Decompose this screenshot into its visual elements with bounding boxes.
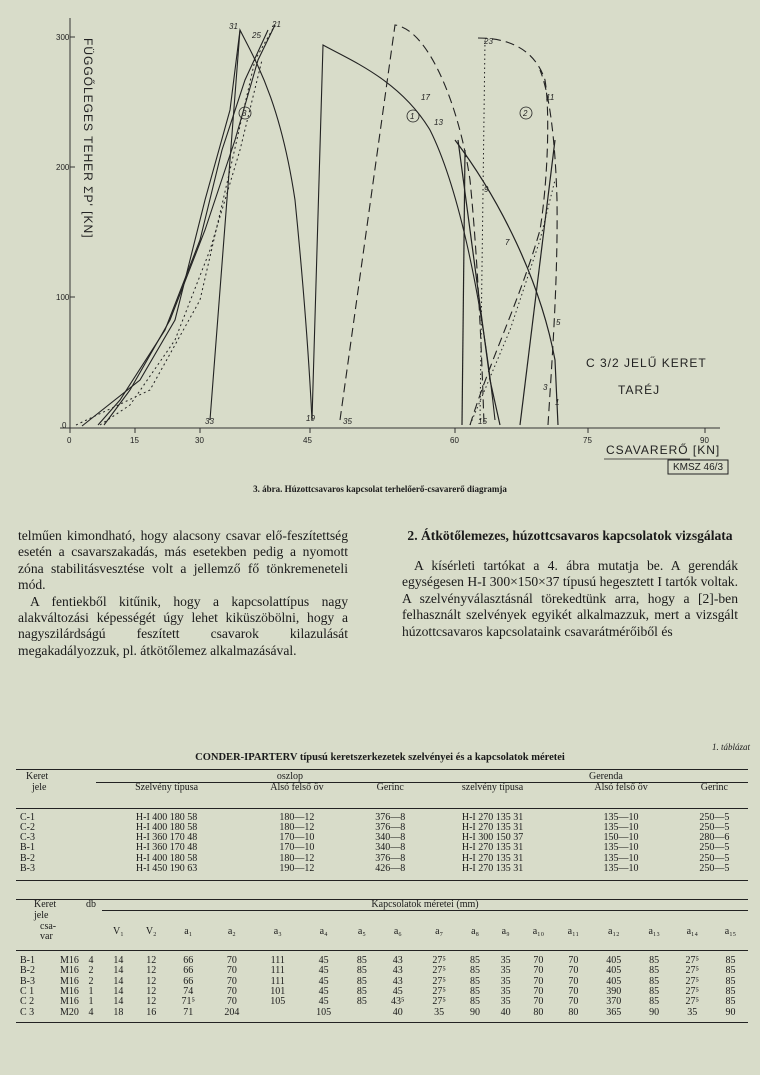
table-cell: 27⁵	[432, 975, 446, 987]
bolt-size: M16	[60, 996, 79, 1008]
table-cell: C-1	[20, 811, 35, 823]
point-label: 33	[205, 417, 214, 426]
table-cell: 14	[113, 996, 124, 1008]
table-cell: 70	[533, 965, 544, 977]
table-cell: 35	[500, 965, 511, 977]
table-cell: 45	[318, 996, 329, 1008]
column-header: a₈	[471, 925, 480, 937]
bolt-size: M16	[60, 965, 79, 977]
table-cell: 85	[649, 954, 660, 966]
table-cell: 27⁵	[685, 996, 700, 1008]
frame-label: C 3/2 JELŰ KERET	[586, 356, 707, 370]
table-row	[16, 987, 748, 997]
table-cell: 204	[224, 1006, 240, 1018]
column-header: a₆	[393, 925, 402, 937]
table-cell: 85	[470, 975, 481, 987]
column-header: a₇	[435, 925, 444, 937]
table-cell: 45	[318, 954, 329, 966]
column-header: a₅	[357, 925, 366, 937]
table-cell: 85	[470, 996, 481, 1008]
table-cell: 376—8	[375, 821, 406, 833]
table-cell: 12	[146, 996, 157, 1008]
table-cell: C-2	[20, 821, 35, 833]
table-cell: 80	[568, 1006, 579, 1018]
table-cell: 85	[649, 975, 660, 987]
table-title: CONDER-IPARTERV típusú keretszerkezetek szelvényei és a kapcsolatok méretei	[195, 752, 565, 763]
curve-label-2: 2	[523, 109, 528, 118]
table-cell: 35	[500, 954, 511, 966]
column-header: a₉	[501, 925, 510, 937]
table-cell: 45	[318, 975, 329, 987]
table-cell: 85	[356, 954, 367, 966]
point-label: 15	[478, 417, 487, 426]
keret-id: B-2	[20, 965, 35, 977]
table-cell: 12	[146, 975, 157, 987]
table-cell: 43⁵	[391, 996, 405, 1008]
table-cell: 1	[88, 996, 94, 1008]
curve-label-3: 3	[242, 109, 247, 118]
table-cell: 66	[183, 975, 194, 987]
sections-table-body	[16, 808, 748, 881]
column-header: a₄	[319, 925, 328, 937]
table-cell: 340—8	[375, 842, 406, 854]
table-cell: 35	[434, 1006, 445, 1018]
table-cell: 170—10	[279, 832, 315, 844]
column-header: a₁₃	[648, 925, 660, 937]
keret-id: B-3	[20, 975, 35, 987]
point-label: 21	[272, 20, 281, 29]
table-cell: 27⁵	[685, 986, 700, 998]
column-header: a₁₁	[567, 925, 580, 937]
table-cell: 70	[533, 986, 544, 998]
table-cell: 370	[606, 996, 622, 1008]
table-cell: 85	[470, 986, 481, 998]
x-tick-45: 45	[303, 436, 312, 445]
table-cell: H-I 400 180 58	[135, 811, 198, 823]
table-cell: 170—10	[279, 842, 315, 854]
x-tick-60: 60	[450, 436, 459, 445]
table-cell: 180—12	[279, 811, 315, 823]
column-header: Alsó felső öv	[561, 783, 680, 794]
table-cell: 90	[725, 1006, 736, 1018]
x-tick-15: 15	[130, 436, 139, 445]
table-cell: H-I 270 135 31	[461, 842, 524, 854]
table-cell: 365	[606, 1006, 622, 1018]
table-cell: 180—12	[279, 852, 315, 864]
table-cell: 4	[88, 1006, 94, 1018]
bolt-size: M20	[60, 1006, 79, 1018]
table-cell: 85	[649, 965, 660, 977]
column-header: szelvény típusa	[424, 783, 561, 794]
y-tick-200: 200	[56, 163, 70, 172]
table-cell: B-2	[20, 852, 35, 864]
header-db: db	[86, 899, 96, 911]
table-cell: 70	[533, 975, 544, 987]
table-cell: 27⁵	[432, 996, 446, 1008]
table-cell: 43	[392, 975, 403, 987]
table-cell: 85	[649, 986, 660, 998]
bolt-size: M16	[60, 954, 79, 966]
point-label: 35	[343, 417, 352, 426]
table-cell: 27⁵	[432, 954, 446, 966]
table-cell: 12	[146, 965, 157, 977]
table-cell: 70	[226, 954, 237, 966]
column-header: a₁₅	[724, 925, 737, 937]
column-header: Gerinc	[357, 783, 424, 794]
table-cell: 111	[270, 965, 285, 977]
frame-sublabel: TARÉJ	[618, 383, 661, 397]
table-cell	[255, 1008, 301, 1018]
table-cell: 85	[725, 986, 736, 998]
table-cell: 376—8	[375, 811, 406, 823]
table-cell: 35	[500, 996, 511, 1008]
table-cell: 12	[146, 986, 157, 998]
y-tick-100: 100	[56, 293, 70, 302]
table-cell	[347, 1008, 378, 1018]
table-cell: 45	[318, 965, 329, 977]
table-cell: 70	[533, 996, 544, 1008]
table-cell: 45	[392, 986, 403, 998]
table-cell: 14	[113, 954, 124, 966]
table-cell: 405	[606, 965, 622, 977]
keret-id: C 3	[20, 1006, 35, 1018]
table-cell: 70	[226, 975, 237, 987]
column-header: V₂	[145, 925, 157, 937]
table-cell: H-I 270 135 31	[461, 852, 524, 864]
table-cell: 74	[183, 986, 194, 998]
figure-caption: 3. ábra. Húzottcsavaros kapcsolat terhelőerő-csavarerő diagramja	[253, 484, 507, 494]
table-row	[16, 864, 748, 874]
point-label: 19	[306, 414, 315, 423]
table-cell: 35	[687, 1006, 698, 1018]
table-cell: 135—10	[603, 863, 639, 875]
x-tick-30: 30	[195, 436, 204, 445]
table-cell: 135—10	[603, 821, 639, 833]
stamp-label: KMSZ 46/3	[673, 462, 724, 473]
column-header: a₁₂	[608, 925, 620, 937]
table-cell: 85	[725, 954, 736, 966]
table-row	[16, 950, 748, 966]
table-cell: 27⁵	[685, 975, 700, 987]
table-number: 1. táblázat	[711, 742, 750, 752]
header-jele: jele	[32, 782, 47, 794]
table-cell: 40	[500, 1006, 511, 1018]
table-cell: 12	[146, 954, 157, 966]
point-label: 7	[505, 238, 510, 247]
column-header: a₁	[184, 925, 193, 937]
table-cell: 71	[183, 1006, 194, 1018]
table-cell: 85	[356, 975, 367, 987]
table-cell: 70	[226, 996, 237, 1008]
table-cell: 135—10	[603, 811, 639, 823]
point-label: 11	[546, 93, 555, 102]
table-cell: H-I 270 135 31	[461, 821, 524, 833]
table-cell: 14	[113, 975, 124, 987]
table-cell: 190—12	[279, 863, 315, 875]
table-cell: 111	[270, 975, 285, 987]
table-cell: 70	[226, 965, 237, 977]
table-cell: 105	[270, 996, 286, 1008]
point-label: 31	[229, 22, 238, 31]
table-cell: 43	[392, 965, 403, 977]
table-cell: H-I 300 150 37	[461, 832, 524, 844]
table-cell: 90	[470, 1006, 481, 1018]
keret-id: C 1	[20, 986, 35, 998]
paragraph: A fentiekből kitűnik, hogy a kapcsolattípus nagy alakváltozási képességét úgy lehet kiküszöbölni, hogy a nagyszilárdságú feszített csavarok kilazulását megakadályozzuk, pl. átkötőlemez alkalmazásával.	[18, 593, 348, 658]
point-label: 3	[543, 383, 548, 392]
table-cell: 85	[356, 996, 367, 1008]
column-header: Gerinc	[681, 783, 748, 794]
table-cell: 250—5	[699, 811, 730, 823]
table-cell: 250—5	[699, 863, 730, 875]
table-cell: 85	[725, 975, 736, 987]
column-header: a₁₀	[532, 925, 545, 937]
table-cell: 70	[568, 954, 579, 966]
table-cell: 35	[500, 975, 511, 987]
table-cell: 4	[88, 954, 94, 966]
point-label: 1	[555, 398, 560, 407]
table-cell: 70	[226, 986, 237, 998]
table-cell: 70	[568, 965, 579, 977]
header-jele: jele	[34, 910, 49, 922]
table-cell: 43	[392, 954, 403, 966]
connection-dimensions-table	[16, 899, 748, 1023]
table-cell: 105	[316, 1006, 332, 1018]
table-cell: 27⁵	[685, 954, 700, 966]
curve-label-1: 1	[410, 112, 415, 121]
table-cell: 405	[606, 975, 622, 987]
table-cell: 27⁵	[685, 965, 700, 977]
load-bolt-force-diagram	[0, 0, 760, 480]
table-cell: B-3	[20, 863, 35, 875]
keret-id: B-1	[20, 954, 35, 966]
x-tick-0: 0	[67, 436, 72, 445]
header-keret: Keret	[34, 899, 57, 911]
table-cell: 27⁵	[432, 986, 446, 998]
table-cell: 85	[356, 986, 367, 998]
table-cell: H-I 270 135 31	[461, 811, 524, 823]
table-cell: 2	[88, 965, 94, 977]
table-cell: H-I 400 180 58	[135, 852, 198, 864]
table-cell: H-I 360 170 48	[135, 842, 198, 854]
table-cell: H-I 360 170 48	[135, 832, 198, 844]
table-cell: 250—5	[699, 821, 730, 833]
table-cell: C-3	[20, 832, 35, 844]
table-cell: 85	[725, 965, 736, 977]
table-cell: H-I 450 190 63	[135, 863, 198, 875]
table-cell: 1	[88, 986, 94, 998]
table-row	[16, 1008, 748, 1018]
column-header: a₂	[227, 925, 236, 937]
table-cell: 390	[606, 986, 622, 998]
x-tick-90: 90	[700, 436, 709, 445]
column-header: a₁₄	[686, 925, 698, 937]
table-cell: 2	[88, 975, 94, 987]
table-cell: 70	[533, 954, 544, 966]
point-label: 5	[556, 318, 561, 327]
table-row	[16, 977, 748, 987]
table-cell: H-I 400 180 58	[135, 821, 198, 833]
table-cell: 70	[568, 986, 579, 998]
paragraph: A kísérleti tartókat a 4. ábra mutatja be. A gerendák egységesen H-I 300×150×37 típusú hegesztett I tartók voltak. A szelvényválasztásnál törekedtünk arra, hogy a [2]-ben felhasznált szelvények egyikét alkalmazzuk, mert a vizsgált húzottcsavaros kapcsolataink csavarátmérőiből és	[402, 558, 738, 639]
header-dimensions: Kapcsolatok méretei (mm)	[371, 899, 479, 910]
point-label: 9	[484, 185, 489, 194]
table-cell: 101	[270, 986, 286, 998]
table-cell: 405	[606, 954, 622, 966]
table-cell: 376—8	[375, 852, 406, 864]
table-cell: 70	[568, 996, 579, 1008]
header-csavar: csa- var	[40, 920, 57, 942]
header-keret: Keret	[26, 771, 49, 783]
table-cell: 85	[470, 965, 481, 977]
table-cell: H-I 270 135 31	[461, 863, 524, 875]
table-cell: 135—10	[603, 852, 639, 864]
table-cell: 111	[270, 954, 285, 966]
connection-table-body	[16, 950, 748, 1022]
column-header: Alsó felső öv	[237, 783, 356, 794]
table-cell: 250—5	[699, 842, 730, 854]
table-cell: 70	[568, 975, 579, 987]
right-text-column	[402, 528, 738, 640]
point-label: 13	[434, 118, 443, 127]
column-header: Szelvény típusa	[96, 783, 237, 794]
table-cell: 85	[649, 996, 660, 1008]
sections-table	[16, 769, 748, 881]
x-tick-75: 75	[583, 436, 592, 445]
section-heading: 2. Átkötőlemezes, húzottcsavaros kapcsolatok vizsgálata	[407, 528, 733, 543]
table-cell: 85	[470, 954, 481, 966]
table-cell: 16	[146, 1006, 157, 1018]
table-cell: 66	[183, 965, 194, 977]
x-axis-label: CSAVARERŐ [KN]	[606, 443, 721, 457]
table-cell: 180—12	[279, 821, 315, 833]
paragraph: telműen kimondható, hogy alacsony csavar elő-feszítettség esetén a csavarszakadás, más esetekben pedig a nyomott zóna stabilitásvesztése volt a jellemző fő tönkremeneteli mód.	[18, 528, 348, 593]
table-cell: 35	[500, 986, 511, 998]
table-row	[16, 808, 748, 823]
table-cell: 14	[113, 986, 124, 998]
table-cell: 85	[356, 965, 367, 977]
table-cell: 66	[183, 954, 194, 966]
table-cell: 71⁵	[181, 996, 195, 1008]
table-cell: 340—8	[375, 832, 406, 844]
bolt-size: M16	[60, 975, 79, 987]
bolt-size: M16	[60, 986, 79, 998]
column-header: a₃	[273, 925, 282, 937]
table-cell: 80	[533, 1006, 544, 1018]
keret-id: C 2	[20, 996, 35, 1008]
table-cell: 14	[113, 965, 124, 977]
left-text-column	[18, 528, 348, 659]
table-row	[16, 966, 748, 976]
table-cell: 85	[725, 996, 736, 1008]
point-label: 23	[484, 37, 493, 46]
table-cell: 280—6	[699, 832, 730, 844]
table-cell: 18	[113, 1006, 124, 1018]
table-row	[16, 997, 748, 1007]
table-cell: 250—5	[699, 852, 730, 864]
table-cell: 426—8	[375, 863, 406, 875]
point-label: 25	[252, 31, 261, 40]
column-header: V₁	[113, 925, 124, 937]
table-cell: 90	[649, 1006, 660, 1018]
table-cell: 27⁵	[432, 965, 446, 977]
table-cell: 40	[392, 1006, 403, 1018]
point-label: 17	[421, 93, 430, 102]
table-cell: 150—10	[603, 832, 639, 844]
y-axis-label: FÜGGŐLEGES TEHER ΣP' [KN]	[81, 38, 95, 239]
table-cell: 45	[318, 986, 329, 998]
table-cell: 135—10	[603, 842, 639, 854]
y-tick-300: 300	[56, 33, 70, 42]
header-gerenda: Gerenda	[588, 771, 623, 782]
header-oszlop: oszlop	[276, 771, 303, 782]
y-tick-0: 0	[62, 421, 67, 430]
table-cell: B-1	[20, 842, 35, 854]
